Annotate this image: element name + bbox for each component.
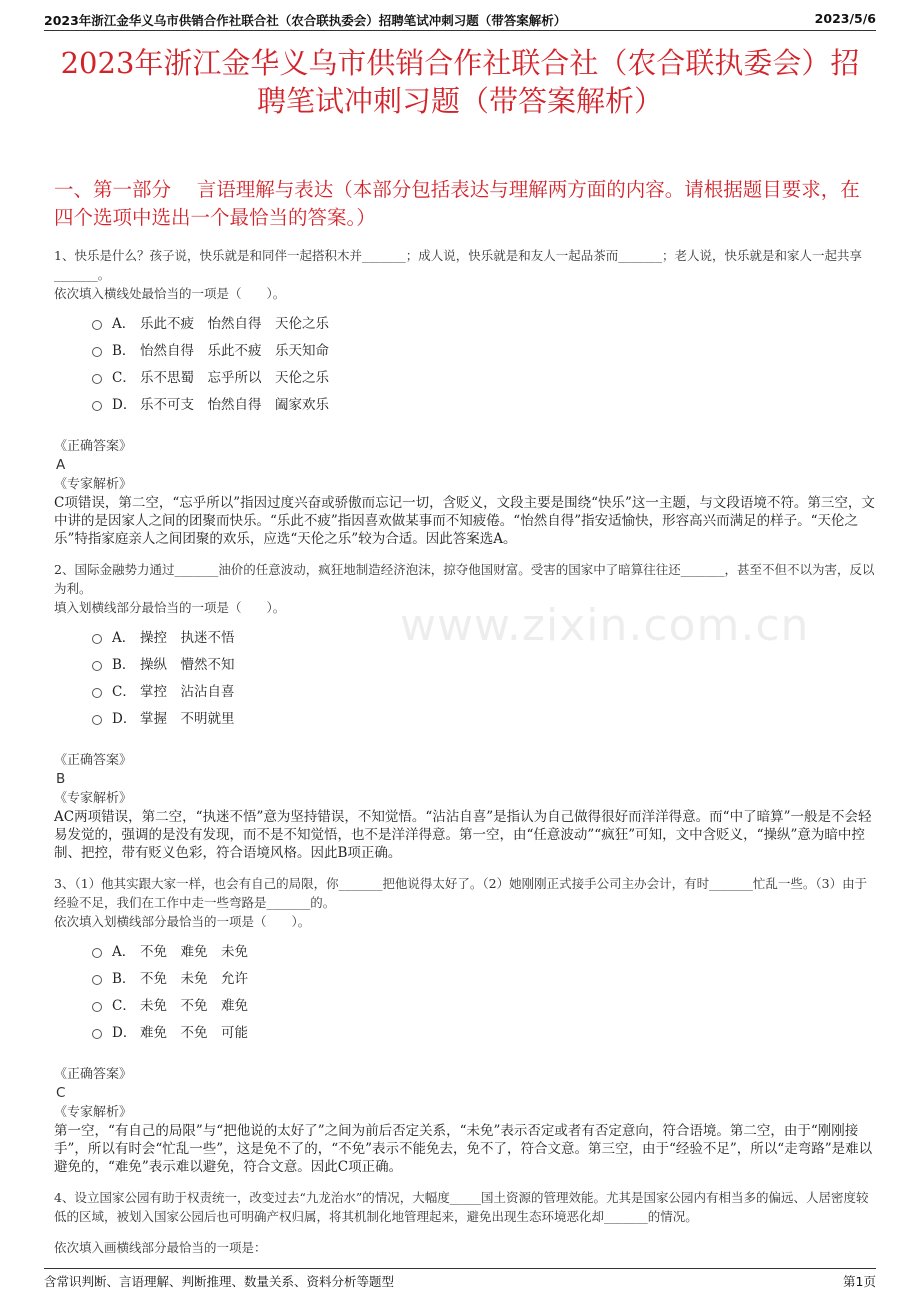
option-list	[92, 625, 876, 733]
question-text: 4、设立国家公园有助于权责统一，改变过去“九龙治水”的情况，大幅度_____国土资源的管理效能。尤其是国家公园内有相当多的偏远、人居密度较低的区域，被划入国家公园后也可明确产权归属，将其机制化地管理起来，避免出现生态环境恶化却_______的情况。	[54, 1190, 869, 1224]
option-c[interactable]	[92, 993, 876, 1020]
question-text: 3、（1）他其实跟大家一样，也会有自己的局限，你_______把他说得太好了。（2）她刚刚正式接手公司主办会计，有时_______忙乱一些。（3）由于经验不足，我们在工作中走一些弯路是_______的。	[54, 876, 868, 910]
section-heading: 一、第一部分 言语理解与表达（本部分包括表达与理解两方面的内容。请根据题目要求，在四个选项中选出一个最恰当的答案。）	[54, 178, 860, 229]
option-d[interactable]	[92, 392, 876, 419]
option-text: 不免 难免 未免	[140, 944, 248, 960]
option-a[interactable]	[92, 939, 876, 966]
option-list	[92, 939, 876, 1047]
option-text: 掌握 不明就里	[140, 711, 235, 727]
radio-icon[interactable]	[92, 975, 102, 985]
document-title: 2023年浙江金华义乌市供销合作社联合社（农合联执委会）招聘笔试冲刺习题（带答案解析）	[60, 46, 860, 118]
option-a[interactable]	[92, 311, 876, 338]
option-a[interactable]	[92, 625, 876, 652]
radio-icon[interactable]	[92, 688, 102, 698]
header-title: 2023年浙江金华义乌市供销合作社联合社（农合联执委会）招聘笔试冲刺习题（带答案解析）	[44, 13, 567, 28]
explanation-label: 《专家解析》	[54, 791, 133, 806]
option-text: 未免 不免 难免	[140, 998, 248, 1014]
option-c[interactable]	[92, 365, 876, 392]
explanation-label: 《专家解析》	[54, 477, 133, 492]
question-3	[54, 874, 876, 1176]
question-4	[54, 1188, 876, 1257]
option-text: 乐此不疲 怡然自得 天伦之乐	[140, 316, 329, 332]
option-letter: C．	[112, 684, 136, 700]
question-list	[54, 246, 876, 1257]
answer-value: C	[56, 1085, 66, 1101]
page-header	[44, 8, 876, 31]
option-letter: A．	[112, 316, 136, 332]
option-b[interactable]	[92, 652, 876, 679]
explanation-text: 第一空，“有自己的局限”与“把他说的太好了”之间为前后否定关系，“未免”表示否定或者有否定意向，符合语境。第二空，由于“刚刚接手”，所以有时会“忙乱一些”，这是免不了的，“不免”表示不能免去，免不了，符合文意。第三空，由于“经验不足”，所以“走弯路”是难以避免的，“难免”表示难以避免，符合文意。因此C项正确。	[54, 1123, 873, 1175]
answer-value: B	[56, 771, 66, 787]
radio-icon[interactable]	[92, 948, 102, 958]
option-letter: B．	[112, 657, 136, 673]
option-text: 操纵 懵然不知	[140, 657, 235, 673]
option-text: 掌控 沾沾自喜	[140, 684, 235, 700]
question-text: 1、快乐是什么？孩子说，快乐就是和同伴一起搭积木并_______；成人说，快乐就是和友人一起品茶而_______；老人说，快乐就是和家人一起共享_______。	[54, 248, 862, 282]
option-letter: D．	[112, 711, 137, 727]
option-letter: D．	[112, 397, 137, 413]
option-d[interactable]	[92, 1020, 876, 1047]
explanation-text: AC两项错误，第二空，“执迷不悟”意为坚持错误，不知觉悟。“沾沾自喜”是指认为自己做得很好而洋洋得意。而“中了暗算”一般是不会轻易发觉的，强调的是没有发现，而不是不知觉悟，也不是洋洋得意。第一空，由“任意波动”“疯狂”可知，文中含贬义，“操纵”意为暗中控制、把控，带有贬义色彩，符合语境风格。因此B项正确。	[54, 809, 872, 861]
option-d[interactable]	[92, 706, 876, 733]
page-number: 第1页	[843, 1274, 876, 1289]
question-2	[54, 560, 876, 862]
radio-icon[interactable]	[92, 1029, 102, 1039]
option-b[interactable]	[92, 338, 876, 365]
option-b[interactable]	[92, 966, 876, 993]
explanation-text: C项错误，第二空，“忘乎所以”指因过度兴奋或骄傲而忘记一切，含贬义，文段主要是围绕“快乐”这一主题，与文段语境不符。第三空，文中讲的是因家人之间的团聚而快乐。“乐此不疲”指因喜欢做某事而不知疲倦。“怡然自得”指安适愉快，形容高兴而满足的样子。“天伦之乐”特指家庭亲人之间团聚的欢乐，应选“天伦之乐”较为合适。因此答案选A。	[54, 495, 875, 547]
option-letter: C．	[112, 998, 136, 1014]
radio-icon[interactable]	[92, 634, 102, 644]
radio-icon[interactable]	[92, 374, 102, 384]
answer-value: A	[56, 457, 66, 473]
radio-icon[interactable]	[92, 320, 102, 330]
option-text: 乐不可支 怡然自得 阖家欢乐	[140, 397, 329, 413]
watermark: www.zixin.com.cn	[400, 600, 810, 651]
option-letter: D．	[112, 1025, 137, 1041]
question-prompt: 依次填入画横线部分最恰当的一项是：	[54, 1240, 267, 1255]
header-date: 2023/5/6	[814, 11, 876, 26]
radio-icon[interactable]	[92, 347, 102, 357]
radio-icon[interactable]	[92, 661, 102, 671]
option-list	[92, 311, 876, 419]
option-text: 怡然自得 乐此不疲 乐天知命	[140, 343, 329, 359]
explanation-label: 《专家解析》	[54, 1105, 133, 1120]
question-1	[54, 246, 876, 548]
option-text: 操控 执迷不悟	[140, 630, 235, 646]
option-text: 难免 不免 可能	[140, 1025, 248, 1041]
option-letter: B．	[112, 343, 136, 359]
option-letter: A．	[112, 944, 136, 960]
option-letter: B．	[112, 971, 136, 987]
radio-icon[interactable]	[92, 1002, 102, 1012]
option-c[interactable]	[92, 679, 876, 706]
answer-label: 《正确答案》	[54, 753, 133, 768]
answer-label: 《正确答案》	[54, 439, 133, 454]
radio-icon[interactable]	[92, 401, 102, 411]
question-prompt: 填入划横线部分最恰当的一项是（ ）。	[54, 600, 286, 615]
question-prompt: 依次填入划横线部分最恰当的一项是（ ）。	[54, 914, 311, 929]
page-footer	[44, 1268, 876, 1291]
option-letter: C．	[112, 370, 136, 386]
question-prompt: 依次填入横线处最恰当的一项是（ ）。	[54, 286, 286, 301]
option-letter: A．	[112, 630, 136, 646]
answer-label: 《正确答案》	[54, 1067, 133, 1082]
option-text: 乐不思蜀 忘乎所以 天伦之乐	[140, 370, 329, 386]
footer-description: 含常识判断、言语理解、判断推理、数量关系、资料分析等题型	[44, 1274, 395, 1289]
question-text: 2、国际金融势力通过_______油价的任意波动，疯狂地制造经济泡沫，掠夺他国财富。受害的国家中了暗算往往还_______，甚至不但不以为害，反以为利。	[54, 562, 875, 596]
radio-icon[interactable]	[92, 715, 102, 725]
option-text: 不免 未免 允许	[140, 971, 248, 987]
